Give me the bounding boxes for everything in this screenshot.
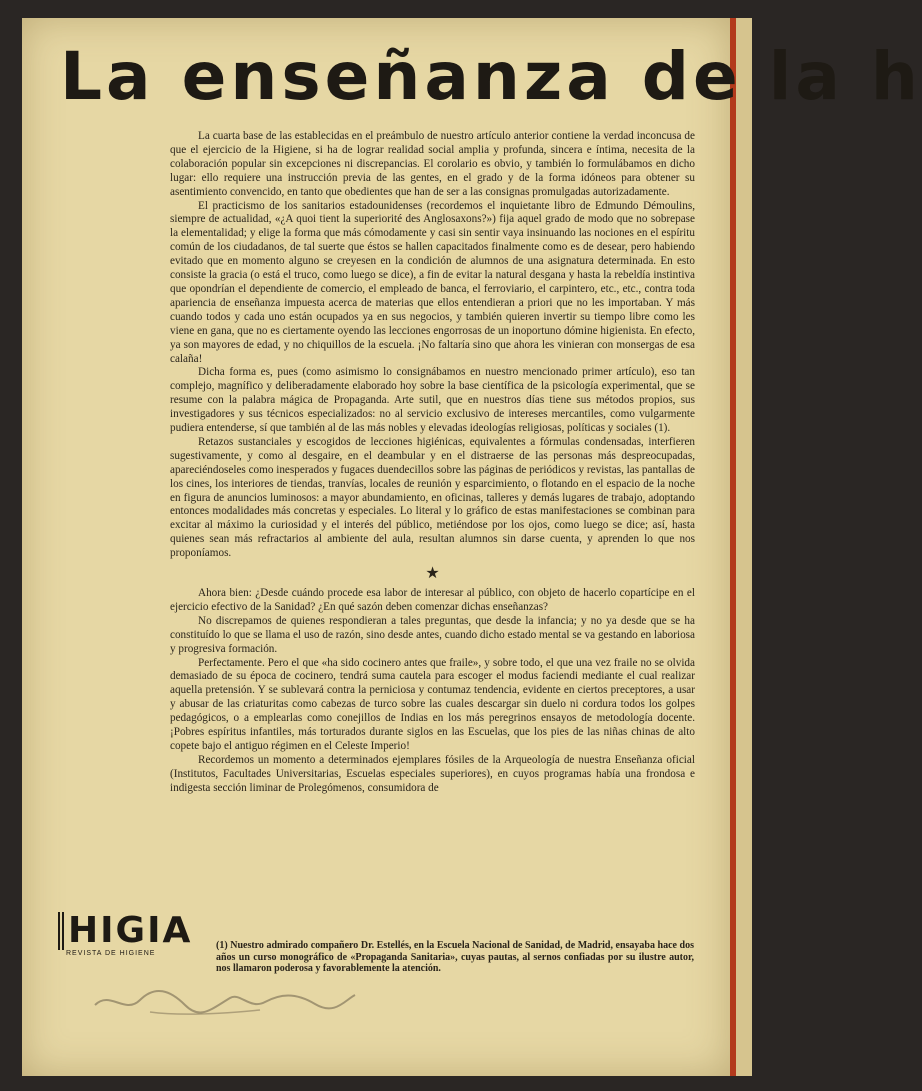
paragraph: Perfectamente. Pero el que «ha sido cocinero antes que fraile», y sobre todo, el que una vez fraile no se olvida demasiado de su época de cocinero, tendrá suma cautela para escoger el modus faciendi mediante el cual realizar aquella pretensión. Y se sublevará contra la perniciosa y contumaz tendencia, evidente en ciertos preceptores, a usar y abusar de las criaturitas como cabezas de turco sobre las cuales descargar sin duelo ni cordura todos los golpes pedagógicos, o a emplearlas como conejillos de Indias en los más peregrinos ensayos de metodología docente. ¡Pobres espíritus infantiles, más torturados durante siglos en las Escuelas, que los pies de las niñas chinas de alto copete bajo el antiguo régimen en el Celeste Imperio! — [170, 656, 695, 752]
logo-word: HIGIA — [58, 912, 180, 950]
article-body — [170, 130, 695, 796]
paragraph: La cuarta base de las establecidas en el preámbulo de nuestro artículo anterior contiene la verdad inconcusa de que el ejercicio de la Higiene, si ha de lograr realidad social amplia y profunda, sincera e íntima, necesita de la colaboración popular sin excepciones ni discrepancias. El corolario es obvio, y también lo formulábamos en dicho lugar: ello requiere una instrucción previa de las gentes, en el grado y de la forma idóneos para obtener su asentimiento convencido, en tanto que obedientes que han de ser a las consignas promulgadas autorizadamente. — [170, 130, 695, 198]
logo-subtitle: REVISTA DE HIGIENE — [66, 950, 156, 957]
paragraph: Retazos sustanciales y escogidos de lecciones higiénicas, equivalentes a fórmulas condensadas, interfieren sugestivamente, y como al desgaire, en el deambular y en el distraerse de las personas más despreocupadas, apareciéndoseles como inesperados y fugaces duendecillos sobre las páginas de periódicos y revistas, las pantallas de los cines, los interiores de tiendas, tranvías, locales de reunión y esparcimiento, o flotando en el espacio de la noche en figura de anuncios luminosos: a mayor abundamiento, en oficinas, talleres y demás lugares de trabajo, adoptando entonces modalidades más concretas y especiales. Lo literal y lo gráfico de estas manifestaciones se combinan para excitar al máximo la curiosidad y el interés del público, metiéndose por los ojos, como luego se dice; así, hasta quienes sean más refractarios al ambiente del aula, resultan alumnos sin darse cuenta, y aprenden lo que nos proponíamos. — [170, 435, 696, 560]
section-star-divider: ★ — [425, 565, 440, 583]
paragraph: El practicismo de los sanitarios estadounidenses (recordemos el inquietante libro de Edmundo Démoulins, siempre de actualidad, «¿A quoi tient la superiorité des Anglosaxons?») fija aquel grado de modo que no sobrepase la elementalidad; y elige la forma que más cómodamente y casi sin sentir vaya insinuando las nociones en el espíritu común de los ciudadanos, de tal suerte que éstos se hallen capacitados finalmente como es de desear, pero habiendo evitado que en momento alguno se creyesen en la condición de alumnos de una asignatura determinada. En esto consiste la gracia (o está el truco, como luego se dice), a fin de evitar la natural desgana y hasta la rebeldía instintiva que opondrían el dependiente de comercio, el empleado de banca, el ferroviario, el carpintero, etc., etc., contra toda apariencia de enseñanza impuesta acerca de materias que ellos entendieran a priori que no les importaban. Y más cuando todos y cada uno están ocupados ya en sus negocios, y también quieren invertir su tiempo libre como les viene en gana, que no es ciertamente oyendo las lecciones engorrosas de un inoportuno dómine higienista. En efecto, ya son mayores de edad, y no chiquillos de la escuela. ¡No faltaría sino que ahora les vinieran con monsergas de esa calaña! — [170, 199, 695, 365]
footnote: (1) Nuestro admirado compañero Dr. Estellés, en la Escuela Nacional de Sanidad, de Madrid, ensayaba hace dos años un curso monográfico de «Propaganda Sanitaria», cuyas pautas, al sernos confiadas por su ilustre autor, nos llamaron poderosa y favorablemente la atención. — [216, 940, 694, 974]
paragraph: No discrepamos de quienes respondieran a tales preguntas, que desde la infancia; y no ya desde que se ha constituído lo que se llama el uso de razón, sino desde antes, cuando dicho estado mental se va gestando en laboriosa y progresiva formación. — [170, 614, 695, 655]
paragraph: Recordemos un momento a determinados ejemplares fósiles de la Arqueología de nuestra Enseñanza oficial (Institutos, Facultades Universitarias, Escuelas especiales superiores), en cuyos programas había una frondosa e indigesta sección liminar de Prolegómenos, consumidora de — [170, 753, 695, 794]
paragraph: Dicha forma es, pues (como asimismo lo consignábamos en nuestro mencionado primer artículo), eso tan complejo, magnífico y deliberadamente elaborado hoy sobre la base científica de la psicología experimental, que se resume con la palabra mágica de Propaganda. Arte sutil, que en nuestros días tiene sus métodos propios, sus investigadores y sus técnicos especializados: no al servicio exclusivo de intereses mercantiles, como vulgarmente pudiera entenderse, sí que también al de las más nobles y elevadas ideologías religiosas, políticas y sociales (1). — [170, 366, 695, 435]
paragraph: Ahora bien: ¿Desde cuándo procede esa labor de interesar al público, con objeto de hacerlo copartícipe en el ejercicio efectivo de la Sanidad? ¿En qué sazón deben comenzar dichas enseñanzas? — [170, 587, 695, 613]
next-page-paper-edge — [736, 18, 752, 1076]
article-headline: La enseñanza de la h — [60, 38, 922, 115]
higia-logo — [58, 910, 193, 957]
handwritten-signature — [90, 980, 360, 1020]
